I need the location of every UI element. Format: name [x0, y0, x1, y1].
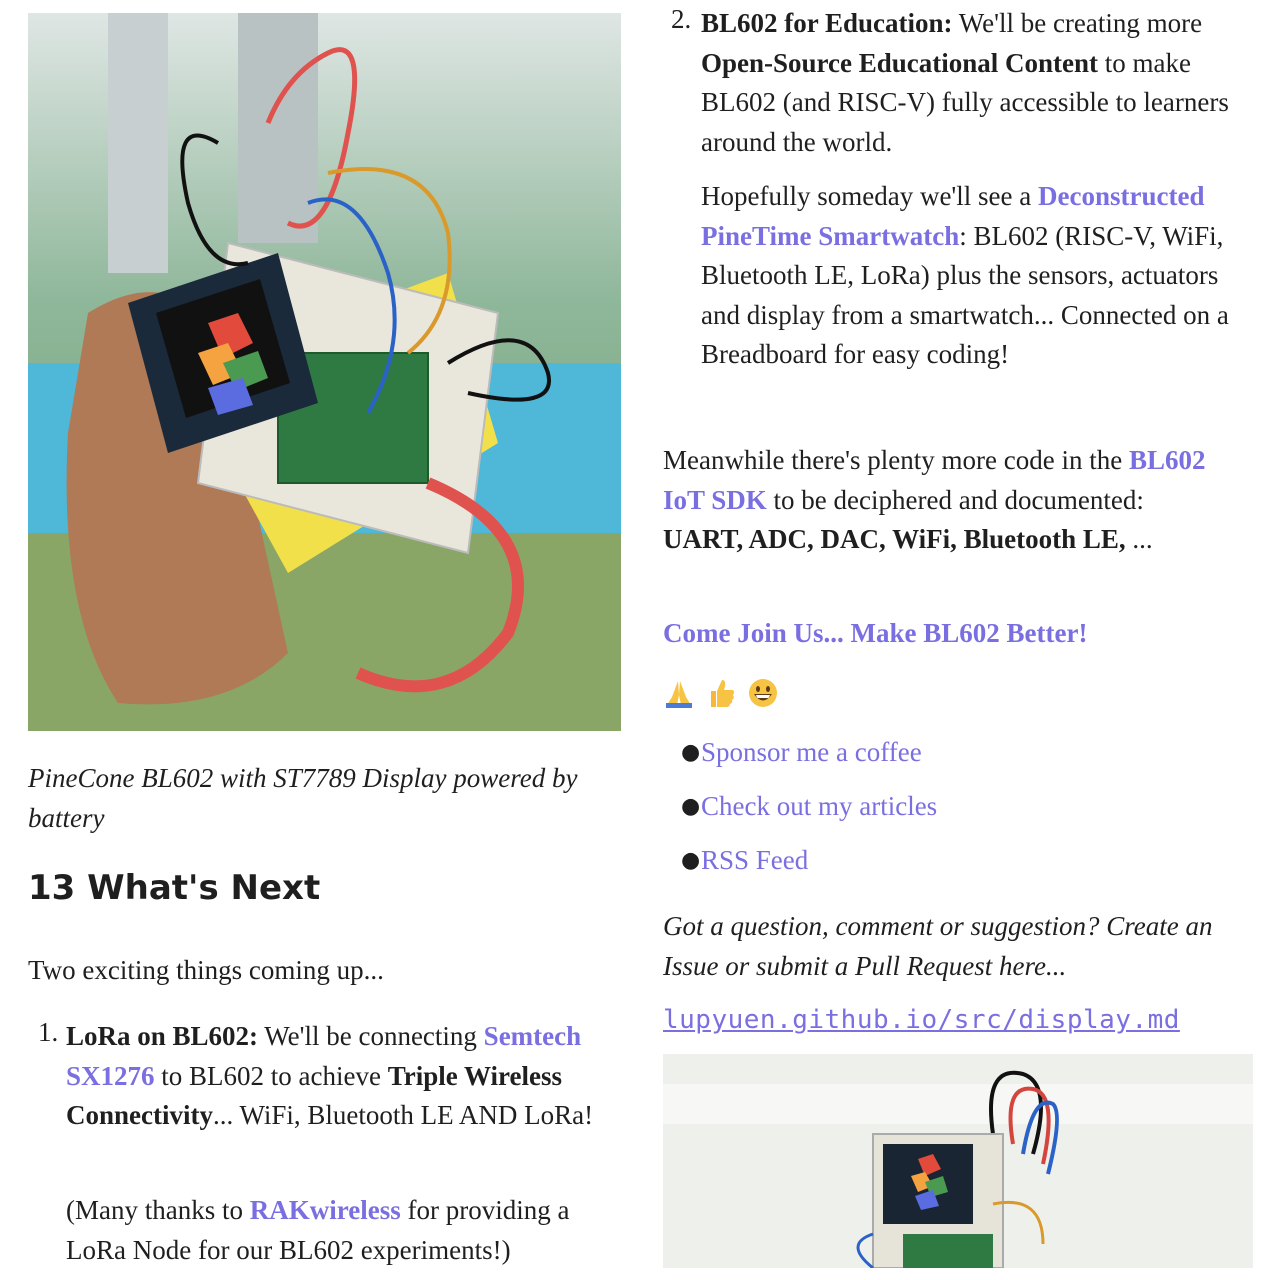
source-file-link[interactable]: lupyuen.github.io/src/display.md	[663, 1005, 1180, 1035]
thanks-post: for providing a LoRa Node for our BL602 experiments!)	[66, 1195, 570, 1265]
emoji-row	[663, 672, 789, 712]
thumbs-up-icon	[705, 677, 737, 709]
thanks-pre: (Many thanks to	[66, 1195, 250, 1225]
bullet-dot: ●	[681, 794, 701, 819]
hope-post: : BL602 (RISC-V, WiFi, Bluetooth LE, LoRa) plus the sensors, actuators and display from a smartwatch... Connected on a Breadboard for easy coding!	[701, 220, 1229, 369]
meanwhile-pre: Meanwhile there's plenty more code in the	[663, 445, 1129, 475]
board-photo-graphic	[28, 13, 621, 731]
meanwhile-bold: UART, ADC, DAC, WiFi, Bluetooth LE,	[663, 524, 1126, 554]
lora-text-2: to BL602 to achieve	[154, 1060, 388, 1091]
grinning-face-icon	[747, 677, 779, 709]
meanwhile-text	[663, 441, 1223, 560]
list-number-2: 2.	[671, 4, 692, 34]
join-paragraph	[663, 614, 1258, 654]
list-number-1: 1.	[38, 1017, 59, 1047]
second-board-photo	[663, 1054, 1253, 1268]
thanks-text	[66, 1191, 626, 1270]
second-board-photo-graphic	[663, 1054, 1253, 1268]
hopefully-text	[701, 177, 1231, 375]
education-title: BL602 for Education:	[701, 8, 953, 38]
semtech-link[interactable]: Semtech SX1276	[66, 1021, 582, 1091]
photo-caption: PineCone BL602 with ST7789 Display powered by battery	[28, 763, 578, 833]
triple-wireless-bold: Triple Wireless Connectivity	[66, 1060, 562, 1130]
education-text-2: to make BL602 (and RISC-V) fully accessible to learners around the world.	[701, 47, 1229, 157]
bullet-dot: ●	[681, 848, 701, 873]
join-link[interactable]: Come Join Us... Make BL602 Better!	[663, 618, 1088, 648]
lora-text-3: ... WiFi, Bluetooth LE AND LoRa!	[212, 1100, 594, 1130]
educational-content-bold: Open-Source Educational Content	[701, 47, 1099, 78]
section-heading: 13 What's Next	[28, 868, 321, 908]
bullet-dot: ●	[681, 740, 701, 765]
intro-text: Two exciting things coming up...	[28, 955, 384, 985]
education-text-1: We'll be creating more	[952, 8, 1203, 38]
list-item-education	[701, 4, 1256, 162]
meanwhile-mid: to be deciphered and documented:	[766, 484, 1144, 515]
question-text: Got a question, comment or suggestion? Create an Issue or submit a Pull Request here...	[663, 911, 1213, 981]
rakwireless-link[interactable]: RAKwireless	[249, 1195, 401, 1225]
hope-pre: Hopefully someday we'll see a	[701, 181, 1039, 211]
lora-text-1: We'll be connecting	[258, 1021, 484, 1051]
rss-feed-link[interactable]: RSS Feed	[701, 845, 809, 875]
lora-title: LoRa on BL602:	[66, 1021, 259, 1051]
folded-hands-icon	[663, 677, 695, 709]
list-item-lora	[66, 1017, 626, 1136]
board-photo	[28, 13, 621, 731]
sponsor-link[interactable]: Sponsor me a coffee	[701, 737, 922, 767]
pinetime-link[interactable]: Deconstructed PineTime Smartwatch	[701, 181, 1205, 251]
meanwhile-post: ...	[1125, 524, 1153, 554]
articles-link[interactable]: Check out my articles	[701, 791, 938, 821]
iot-sdk-link[interactable]: BL602 IoT SDK	[663, 445, 1206, 515]
